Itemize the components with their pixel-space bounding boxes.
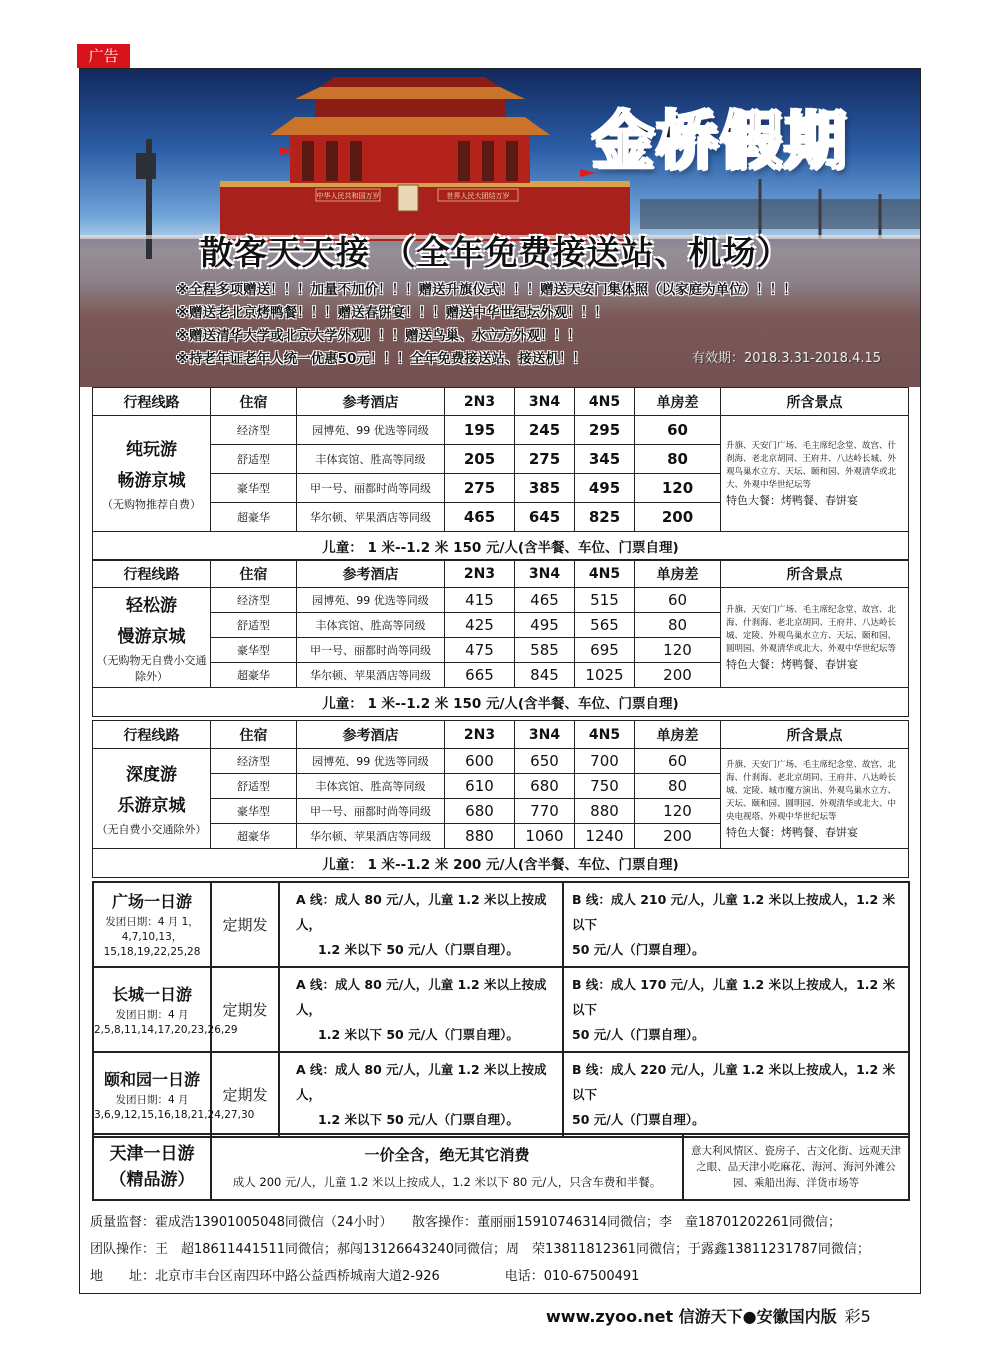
- contact-info: [90, 1209, 920, 1290]
- spots-cell: [721, 588, 909, 688]
- hotel: 甲一号、丽都时尚等同级: [297, 799, 445, 824]
- line-a-text: 1.2 米以下 50 元/人（门票自理）。: [318, 1112, 519, 1127]
- spots-text: 升旗、天安门广场、毛主席纪念堂、故宫、什刹海、老北京胡同、王府井、八达岭长城、外观鸟巢水立方、天坛、颐和园、外观清华或北大、外观中华世纪坛等: [726, 441, 897, 490]
- child-price-note: 儿童： 1 米--1.2 米 200 元/人(含半餐、车位、门票自理): [93, 849, 909, 878]
- level: 豪华型: [211, 799, 297, 824]
- price: 610: [445, 774, 515, 799]
- spots-text: 升旗、天安门广场、毛主席纪念堂、故宫、北海、什刹海、老北京胡同、王府井、八达岭长城、定陵、城市魔方演出、外观鸟巢水立方、天坛、颐和园、圆明园、外观清华或北大、中央电视塔、外观中华世纪坛等: [726, 759, 897, 822]
- price: 415: [445, 588, 515, 613]
- col-hotel: 参考酒店: [297, 560, 445, 588]
- advert-frame: [79, 68, 921, 1294]
- day-tour-row: [93, 1052, 909, 1137]
- gate-sign-left: 中华人民共和国万岁: [316, 192, 380, 200]
- departure-type: 定期发: [211, 882, 279, 967]
- col-spots: 所含景点: [721, 388, 909, 416]
- departure-type: 定期发: [211, 1052, 279, 1137]
- level: 超豪华: [211, 503, 297, 532]
- price: 700: [575, 749, 635, 774]
- price: 425: [445, 613, 515, 638]
- tianjin-tour-table: [92, 1133, 910, 1201]
- price: 665: [445, 663, 515, 688]
- spots-text: 升旗、天安门广场、毛主席纪念堂、故宫、北海、什刹海、老北京胡同、王府井、八达岭长城、定陵、外观鸟巢水立方、天坛、颐和园、圆明园、外观清华或北大、外观中华世纪坛等: [726, 605, 897, 654]
- single-supplement: 60: [635, 588, 721, 613]
- day-tour-name: 广场一日游: [111, 892, 192, 911]
- departure-type: 定期发: [211, 967, 279, 1052]
- child-price-note: 儿童： 1 米--1.2 米 150 元/人(含半餐、车位、门票自理): [93, 532, 909, 561]
- price: 1025: [575, 663, 635, 688]
- line-a: [279, 882, 563, 967]
- price: 770: [515, 799, 575, 824]
- line-a-text: A 线：成人 80 元/人，儿童 1.2 米以上按成人，: [296, 892, 547, 932]
- col-route: 行程线路: [93, 721, 211, 749]
- level: 豪华型: [211, 474, 297, 503]
- tianjin-subtitle: （精品游）: [109, 1170, 195, 1190]
- price: 600: [445, 749, 515, 774]
- spots-cell: [721, 416, 909, 532]
- line-b-text: 50 元/人（门票自理）。: [572, 942, 705, 957]
- col-4n5: 4N5: [575, 560, 635, 588]
- col-3n4: 3N4: [515, 560, 575, 588]
- price: 495: [515, 613, 575, 638]
- route-note: （无自费小交通除外）: [96, 822, 207, 836]
- tianjin-headline: 一价全含，绝无其它消费: [364, 1146, 530, 1164]
- table-row: [93, 749, 909, 774]
- level: 超豪华: [211, 663, 297, 688]
- hotel: 丰体宾馆、胜高等同级: [297, 613, 445, 638]
- hotel: 丰体宾馆、胜高等同级: [297, 445, 445, 474]
- table-header: [93, 560, 909, 588]
- line-b: [563, 1052, 909, 1137]
- price: 565: [575, 613, 635, 638]
- price: 495: [575, 474, 635, 503]
- table-row: [93, 588, 909, 613]
- level: 舒适型: [211, 613, 297, 638]
- hotel: 华尔顿、苹果酒店等同级: [297, 663, 445, 688]
- route-name: 深度游: [126, 764, 177, 785]
- col-lodging: 住宿: [211, 721, 297, 749]
- level: 经济型: [211, 749, 297, 774]
- line-a: [279, 1052, 563, 1137]
- price-table-route-3: [92, 720, 909, 878]
- single-supplement: 120: [635, 474, 721, 503]
- price: 385: [515, 474, 575, 503]
- col-single: 单房差: [635, 721, 721, 749]
- single-supplement: 60: [635, 749, 721, 774]
- hotel: 甲一号、丽都时尚等同级: [297, 638, 445, 663]
- contact-line: 地 址：北京市丰台区南四环中路公益西桥城南大道2-926 电话：010-67500491: [90, 1269, 640, 1284]
- tianjin-name-cell: [93, 1134, 211, 1200]
- level: 豪华型: [211, 638, 297, 663]
- col-hotel: 参考酒店: [297, 721, 445, 749]
- price: 515: [575, 588, 635, 613]
- route-cell: [93, 416, 211, 532]
- meal-text: 特色大餐：烤鸭餐、春饼宴: [726, 825, 858, 839]
- tianjin-spots: 意大利风情区、瓷房子、古文化街、远观天津之眼、品天津小吃麻花、海河、海河外滩公园、乘船出海、洋货市场等: [683, 1134, 909, 1200]
- route-cell: [93, 749, 211, 849]
- price: 680: [515, 774, 575, 799]
- level: 舒适型: [211, 774, 297, 799]
- price: 695: [575, 638, 635, 663]
- footer-site: www.zyoo.net 信游天下●安徽国内版: [546, 1307, 837, 1326]
- single-supplement: 80: [635, 774, 721, 799]
- price: 465: [515, 588, 575, 613]
- level: 经济型: [211, 588, 297, 613]
- spots-cell: [721, 749, 909, 849]
- day-tour-name-cell: [93, 967, 238, 1052]
- line-a-text: 1.2 米以下 50 元/人（门票自理）。: [318, 1027, 519, 1042]
- route-note: （无购物推荐自费）: [102, 497, 201, 511]
- tianjin-price-cell: [211, 1134, 683, 1200]
- col-hotel: 参考酒店: [297, 388, 445, 416]
- price: 880: [575, 799, 635, 824]
- gift-line: ※持老年证老年人统一优惠50元！！！全年免费接送站、接送机！！: [176, 351, 586, 367]
- table-header: [93, 721, 909, 749]
- price: 275: [515, 445, 575, 474]
- gift-line: ※赠送清华大学或北京大学外观！！！赠送鸟巢、水立方外观！！！: [176, 328, 581, 344]
- route-name: 乐游京城: [117, 795, 186, 816]
- level: 经济型: [211, 416, 297, 445]
- single-supplement: 80: [635, 445, 721, 474]
- route-name: 纯玩游: [126, 439, 177, 460]
- route-cell: [93, 588, 211, 688]
- col-3n4: 3N4: [515, 388, 575, 416]
- single-supplement: 200: [635, 503, 721, 532]
- contact-line: 质量监督：霍成浩13901005048同微信（24小时） 散客操作：董丽丽15910746314同微信；李 童18701202261同微信；: [90, 1215, 841, 1230]
- day-tour-dates: 发团日期：4 月 2,5,8,11,14,17,20,23,26,29: [94, 1008, 238, 1036]
- tianjin-price: 成人 200 元/人，儿童 1.2 米以上按成人，1.2 米以下 80 元/人，只含车费和半餐。: [232, 1175, 662, 1189]
- price: 1060: [515, 824, 575, 849]
- col-single: 单房差: [635, 388, 721, 416]
- price: 750: [575, 774, 635, 799]
- price: 205: [445, 445, 515, 474]
- col-route: 行程线路: [93, 560, 211, 588]
- col-2n3: 2N3: [445, 721, 515, 749]
- col-route: 行程线路: [93, 388, 211, 416]
- col-lodging: 住宿: [211, 388, 297, 416]
- col-lodging: 住宿: [211, 560, 297, 588]
- page-footer: [546, 1304, 871, 1327]
- single-supplement: 80: [635, 613, 721, 638]
- table-header: [93, 388, 909, 416]
- day-tour-row: [93, 882, 909, 967]
- hotel: 华尔顿、苹果酒店等同级: [297, 824, 445, 849]
- price: 245: [515, 416, 575, 445]
- price: 275: [445, 474, 515, 503]
- col-2n3: 2N3: [445, 388, 515, 416]
- price: 295: [575, 416, 635, 445]
- line-b-text: 50 元/人（门票自理）。: [572, 1112, 705, 1127]
- hotel: 华尔顿、苹果酒店等同级: [297, 503, 445, 532]
- line-a: [279, 967, 563, 1052]
- price: 475: [445, 638, 515, 663]
- single-supplement: 120: [635, 638, 721, 663]
- child-price-note: 儿童： 1 米--1.2 米 150 元/人(含半餐、车位、门票自理): [93, 688, 909, 717]
- day-tour-row: [93, 967, 909, 1052]
- hotel: 园博苑、99 优选等同级: [297, 416, 445, 445]
- table-row: [93, 416, 909, 445]
- day-tour-name: 颐和园一日游: [103, 1069, 200, 1089]
- tianjin-name: 天津一日游: [109, 1144, 195, 1164]
- gate-sign-right: 世界人民大团结万岁: [446, 192, 510, 200]
- day-tour-dates: 发团日期：4 月 1，4,7,10,13，15,18,19,22,25,28: [103, 916, 201, 958]
- hotel: 丰体宾馆、胜高等同级: [297, 774, 445, 799]
- contact-line: 团队操作：王 超18611441511同微信；郝闯13126643240同微信；周 荣13811812361同微信；于露鑫13811231787同微信；: [90, 1242, 870, 1257]
- col-4n5: 4N5: [575, 721, 635, 749]
- line-b-text: B 线：成人 210 元/人，儿童 1.2 米以上按成人，1.2 米以下: [572, 892, 896, 932]
- col-spots: 所含景点: [721, 721, 909, 749]
- tianjin-row: [93, 1134, 909, 1200]
- page-number: 彩5: [844, 1307, 871, 1326]
- col-3n4: 3N4: [515, 721, 575, 749]
- line-a-text: A 线：成人 80 元/人，儿童 1.2 米以上按成人，: [296, 1062, 547, 1102]
- price: 1240: [575, 824, 635, 849]
- price: 880: [445, 824, 515, 849]
- line-b: [563, 882, 909, 967]
- gift-line: ※全程多项赠送！！！加量不加价！！！赠送升旗仪式！！！赠送天安门集体照（以家庭为单位）！！！: [176, 282, 797, 298]
- col-single: 单房差: [635, 560, 721, 588]
- price: 345: [575, 445, 635, 474]
- price: 825: [575, 503, 635, 532]
- meal-text: 特色大餐：烤鸭餐、春饼宴: [726, 658, 858, 671]
- line-b-text: B 线：成人 220 元/人，儿童 1.2 米以上按成人，1.2 米以下: [572, 1062, 896, 1102]
- day-tour-name: 长城一日游: [111, 984, 192, 1004]
- line-a-text: A 线：成人 80 元/人，儿童 1.2 米以上按成人，: [296, 977, 547, 1017]
- price: 195: [445, 416, 515, 445]
- price: 585: [515, 638, 575, 663]
- single-supplement: 60: [635, 416, 721, 445]
- route-note: （无购物无自费小交通除外）: [96, 653, 207, 683]
- single-supplement: 200: [635, 824, 721, 849]
- banner: [80, 69, 920, 387]
- gift-line: ※赠送老北京烤鸭餐！！！赠送春饼宴！！！赠送中华世纪坛外观！！！: [176, 305, 608, 321]
- level: 舒适型: [211, 445, 297, 474]
- brand-logo-text: 金桥假期: [592, 104, 849, 177]
- slogan: 散客天天接 （全年免费接送站、机场）: [200, 233, 791, 272]
- price-table-route-1: [92, 387, 909, 561]
- price: 465: [445, 503, 515, 532]
- price-table-route-2: [92, 559, 909, 717]
- col-spots: 所含景点: [721, 560, 909, 588]
- hotel: 园博苑、99 优选等同级: [297, 749, 445, 774]
- col-2n3: 2N3: [445, 560, 515, 588]
- single-supplement: 120: [635, 799, 721, 824]
- price: 680: [445, 799, 515, 824]
- single-supplement: 200: [635, 663, 721, 688]
- route-name: 畅游京城: [117, 470, 186, 491]
- day-tour-table: [92, 881, 910, 1138]
- meal-text: 特色大餐：烤鸭餐、春饼宴: [726, 494, 858, 507]
- route-name: 轻松游: [126, 595, 177, 616]
- day-tour-name-cell: [93, 882, 211, 967]
- price: 645: [515, 503, 575, 532]
- day-tour-dates: 发团日期：4 月 3,6,9,12,15,16,18,21,24,27,30: [94, 1093, 255, 1121]
- hotel: 园博苑、99 优选等同级: [297, 588, 445, 613]
- level: 超豪华: [211, 824, 297, 849]
- route-name: 慢游京城: [117, 626, 186, 647]
- col-4n5: 4N5: [575, 388, 635, 416]
- line-a-text: 1.2 米以下 50 元/人（门票自理）。: [318, 942, 519, 957]
- line-b: [563, 967, 909, 1052]
- hotel: 甲一号、丽都时尚等同级: [297, 474, 445, 503]
- line-b-text: 50 元/人（门票自理）。: [572, 1027, 705, 1042]
- price: 650: [515, 749, 575, 774]
- price: 845: [515, 663, 575, 688]
- ad-tag: 广告: [77, 44, 130, 68]
- validity-period: 有效期：2018.3.31-2018.4.15: [692, 351, 882, 366]
- line-b-text: B 线：成人 170 元/人，儿童 1.2 米以上按成人，1.2 米以下: [572, 977, 896, 1017]
